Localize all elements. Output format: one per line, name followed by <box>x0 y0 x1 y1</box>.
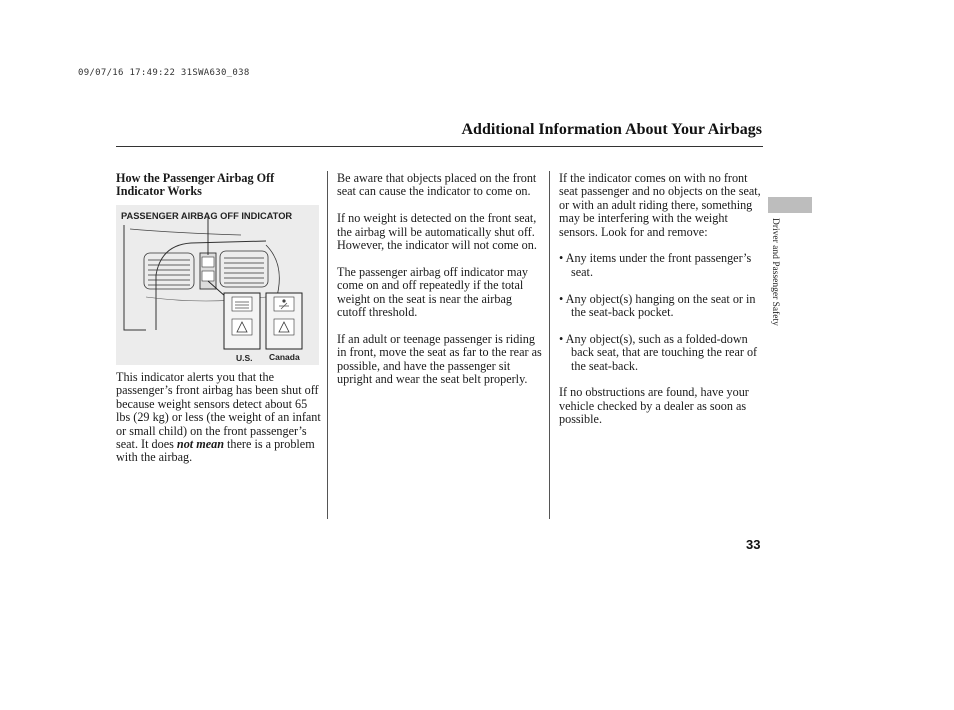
section-tab-marker <box>768 197 812 213</box>
emphasis-text: not mean <box>176 437 224 452</box>
title-rule <box>116 146 763 147</box>
canada-indicator-panel <box>266 293 302 349</box>
indicator-description <box>116 371 321 465</box>
column-1 <box>116 172 321 199</box>
paragraph-interference: If the indicator comes on with no front seat passenger and no objects on the seat, or with an adult riding there, something may be interfering with the weight sensors. Look for and remove: <box>559 171 761 239</box>
dashboard-illustration <box>116 205 319 365</box>
description-part-2: there is a problem with the airbag. <box>116 437 315 465</box>
column-2 <box>337 172 542 400</box>
paragraph-threshold: The passenger airbag off indicator may come on and off repeatedly if the total weight on the seat is near the airbag cutoff threshold. <box>337 264 528 320</box>
section-side-label: Driver and Passenger Safety <box>770 218 780 326</box>
column-divider-1 <box>327 171 328 519</box>
section-heading: How the Passenger Airbag Off Indicator Works <box>116 171 275 199</box>
column-divider-2 <box>549 171 550 519</box>
column-1-body <box>116 371 321 478</box>
paragraph-no-weight: If no weight is detected on the front seat, the airbag will be automatically shut off. However, the indicator will not come on. <box>337 211 537 253</box>
figure-label: PASSENGER AIRBAG OFF INDICATOR <box>121 211 293 221</box>
paragraph-objects: Be aware that objects placed on the front seat can cause the indicator to come on. <box>337 171 537 199</box>
list-item: • Any object(s) hanging on the seat or in the seat-back pocket. <box>559 291 756 320</box>
description-part-1: This indicator alerts you that the passenger’s front airbag has been shut off because weight sensors detect about 65 lbs (29 kg) or less (the weight of an infant or small child) on the front passenger’s seat. It does <box>116 370 321 452</box>
right-vent <box>220 251 268 287</box>
page-number: 33 <box>746 537 761 552</box>
paragraph-adult-passenger: If an adult or teenage passenger is riding in front, move the seat as far to the rear as possible, and have the passenger sit upright and wear the seat belt properly. <box>337 331 542 387</box>
us-indicator-panel <box>224 293 260 349</box>
print-stamp: 09/07/16 17:49:22 31SWA630_038 <box>78 68 250 78</box>
left-vent <box>144 253 194 289</box>
list-item: • Any object(s), such as a folded-down back seat, that are touching the rear of the seat-back. <box>559 331 758 373</box>
us-label: U.S. <box>236 353 253 363</box>
paragraph-dealer: If no obstructions are found, have your vehicle checked by a dealer as soon as possible. <box>559 385 749 427</box>
canada-label: Canada <box>269 352 300 362</box>
list-item: • Any items under the front passenger’s seat. <box>559 251 752 279</box>
airbag-indicator-figure <box>116 205 319 365</box>
page-title: Additional Information About Your Airbags <box>461 121 762 138</box>
column-3 <box>559 172 764 440</box>
